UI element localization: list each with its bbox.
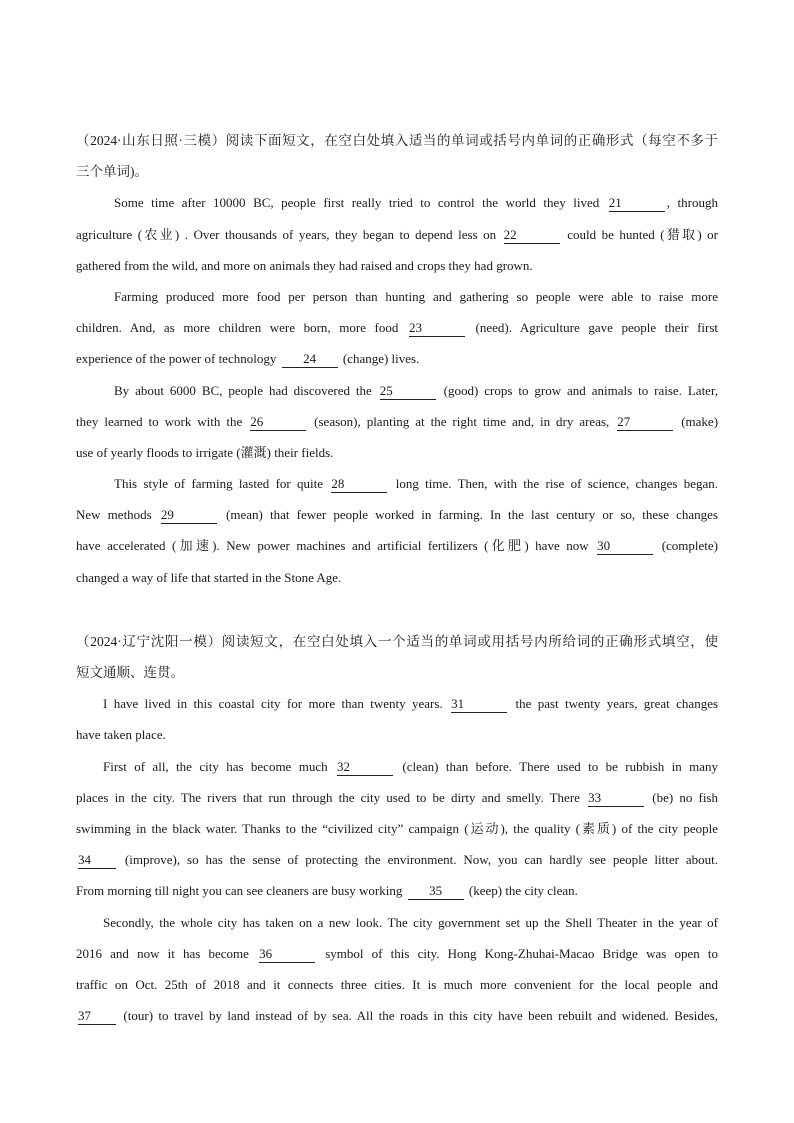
answer-blank-26[interactable]: 26 — [250, 414, 306, 431]
paragraph-line: Some time after 10000 BC, people first really tried to control the world they lived 21 , through — [114, 195, 718, 211]
paragraph-line: Secondly, the whole city has taken on a new look. The city government set up the Shell Theater in the year of — [103, 914, 718, 930]
paragraph-line: Farming produced more food per person than hunting and gathering so people were able to raise more — [114, 288, 718, 304]
answer-blank-32[interactable]: 32 — [337, 759, 393, 776]
paragraph-line: 2016 and now it has become 36 symbol of this city. Hong Kong-Zhuhai-Macao Bridge was open to — [76, 945, 718, 961]
answer-blank-30[interactable]: 30 — [597, 538, 653, 555]
paragraph-line: I have lived in this coastal city for more than twenty years. 31 the past twenty years, great changes — [103, 696, 718, 712]
worksheet-page — [76, 125, 718, 1031]
answer-blank-25[interactable]: 25 — [380, 383, 436, 400]
paragraph-line: have taken place. — [76, 727, 166, 743]
paragraph-line: children. And, as more children were born, more food 23 (need). Agriculture gave people their first — [76, 320, 718, 336]
paragraph-line: New methods 29 (mean) that fewer people worked in farming. In the last century or so, these changes — [76, 507, 718, 523]
passage2-instruction-cont: 短文通顺、连贯。 — [76, 665, 184, 680]
paragraph-line: experience of the power of technology 24 (change) lives. — [76, 351, 420, 367]
paragraph-line: traffic on Oct. 25th of 2018 and it connects three cities. It is much more convenient for the local people and — [76, 976, 718, 992]
paragraph-line: swimming in the black water. Thanks to the “civilized city” campaign (运动), the quality (素质) of the city people — [76, 820, 718, 836]
paragraph-line: gathered from the wild, and more on animals they had raised and crops they had grown. — [76, 257, 533, 273]
paragraph-line: places in the city. The rivers that run through the city used to be dirty and smelly. There 33 (be) no fish — [76, 789, 718, 805]
paragraph-line: From morning till night you can see cleaners are busy working 35 (keep) the city clean. — [76, 883, 578, 899]
paragraph-line: agriculture (农业) . Over thousands of years, they began to depend less on 22 could be hunted (猎取) or — [76, 226, 718, 242]
answer-blank-31[interactable]: 31 — [451, 696, 507, 713]
answer-blank-28[interactable]: 28 — [331, 476, 387, 493]
passage1-instruction-cont: 三个单词)。 — [76, 164, 148, 180]
answer-blank-36[interactable]: 36 — [259, 946, 315, 963]
paragraph-line: 37 (tour) to travel by land instead of by sea. All the roads in this city have been rebuilt and widened. Besides, — [78, 1008, 718, 1024]
answer-blank-23[interactable]: 23 — [409, 320, 465, 337]
paragraph-line: This style of farming lasted for quite 28 long time. Then, with the rise of science, changes began. — [114, 476, 718, 492]
passage2-instruction: （2024·辽宁沈阳一模）阅读短文，在空白处填入一个适当的单词或用括号内所给词的正确形式填空，使 — [76, 633, 718, 649]
answer-blank-21[interactable]: 21 — [609, 195, 665, 212]
paragraph-line: 34 (improve), so has the sense of protecting the environment. Now, you can hardly see people litter about. — [78, 852, 718, 868]
paragraph-line: they learned to work with the 26 (season), planting at the right time and, in dry areas, 27 (make) — [76, 413, 718, 429]
paragraph-line: have accelerated (加速). New power machines and artificial fertilizers (化肥) have now 30 (complete) — [76, 538, 718, 554]
answer-blank-33[interactable]: 33 — [588, 790, 644, 807]
section-gap — [76, 593, 718, 626]
paragraph-line: use of yearly floods to irrigate (灌溉) their fields. — [76, 444, 334, 460]
answer-blank-27[interactable]: 27 — [617, 414, 673, 431]
answer-blank-34[interactable]: 34 — [78, 852, 116, 869]
paragraph-line: By about 6000 BC, people had discovered the 25 (good) crops to grow and animals to raise. Later, — [114, 382, 718, 398]
answer-blank-22[interactable]: 22 — [504, 227, 560, 244]
answer-blank-24[interactable]: 24 — [282, 351, 338, 368]
answer-blank-35[interactable]: 35 — [408, 883, 464, 900]
paragraph-line: First of all, the city has become much 32 (clean) than before. There used to be rubbish in many — [103, 758, 718, 774]
answer-blank-29[interactable]: 29 — [161, 507, 217, 524]
passage1-instruction: （2024·山东日照·三模）阅读下面短文，在空白处填入适当的单词或括号内单词的正确形式（每空不多于 — [76, 133, 718, 148]
answer-blank-37[interactable]: 37 — [78, 1008, 116, 1025]
paragraph-line: changed a way of life that started in the Stone Age. — [76, 569, 342, 585]
